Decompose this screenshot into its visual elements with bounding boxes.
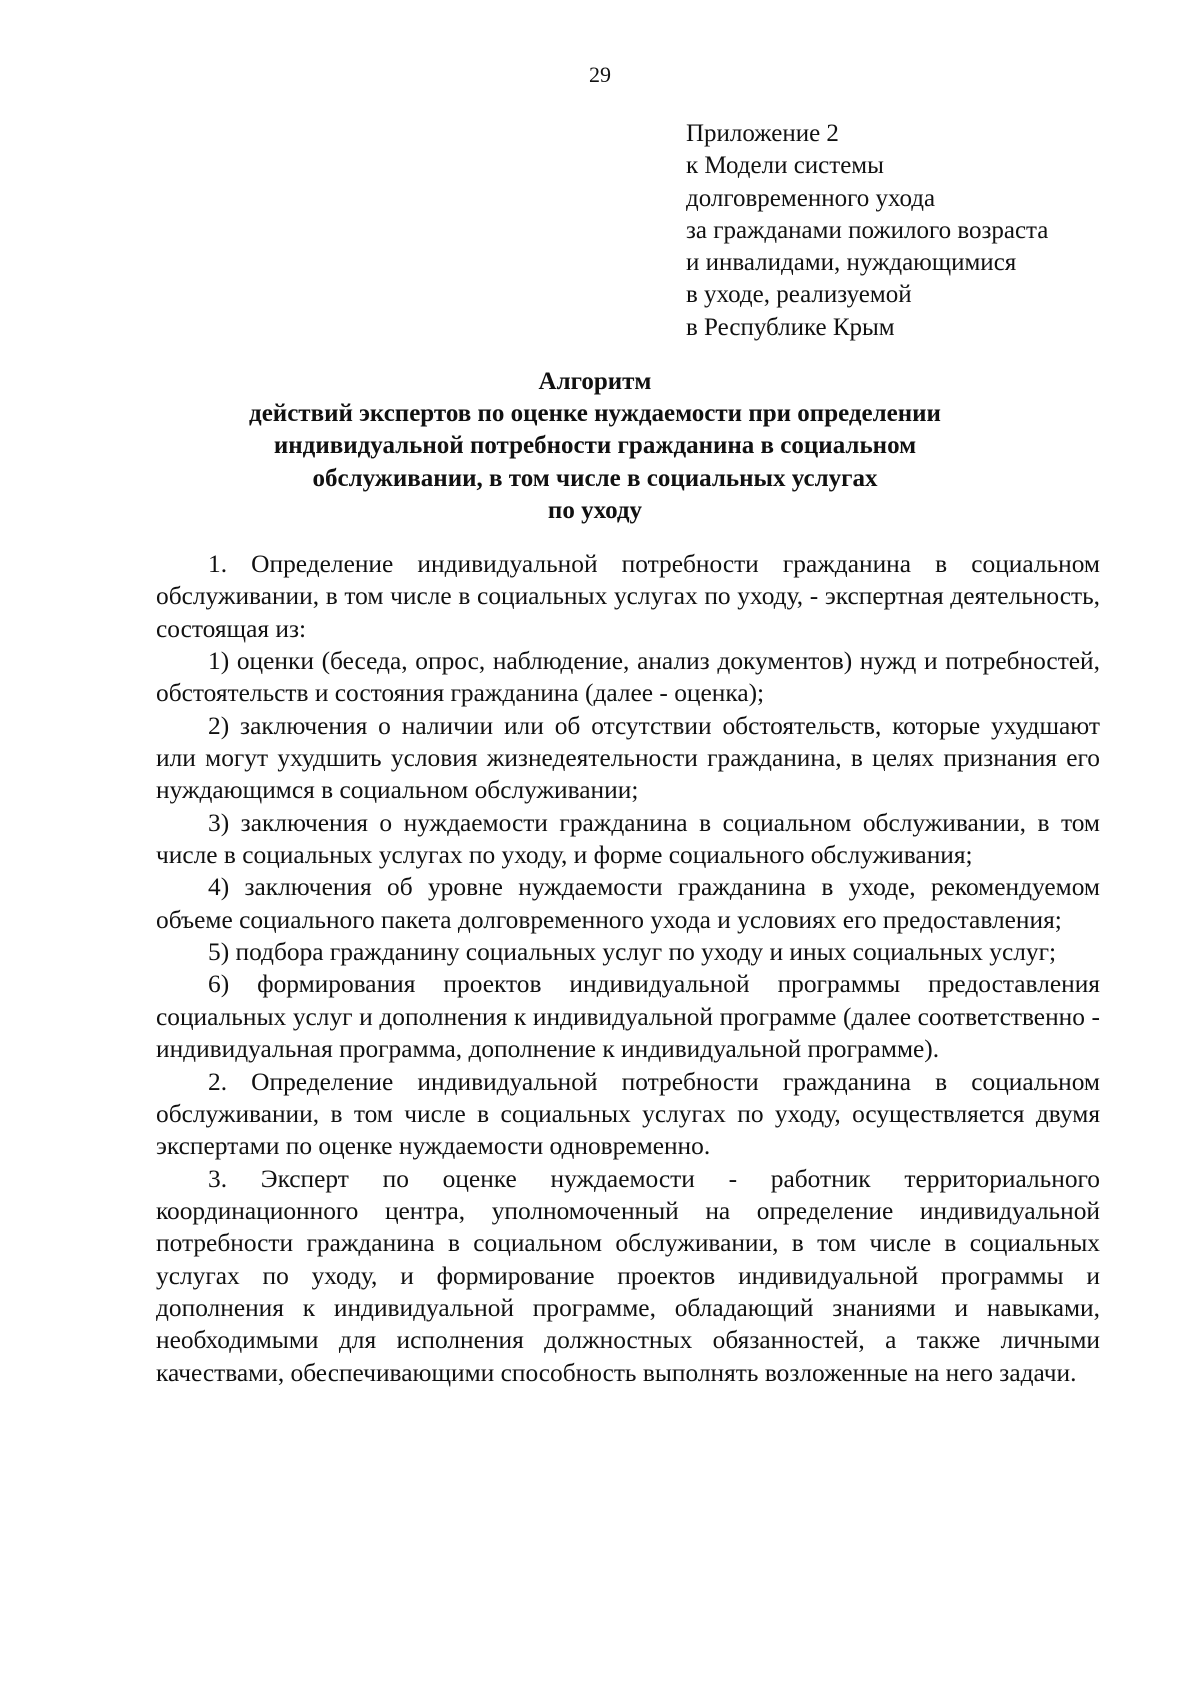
appendix-line: в Республике Крым (686, 313, 895, 341)
list-item-1: 1) оценки (беседа, опрос, наблюдение, анализ документов) нужд и потребностей, обстоятельств и состояния гражданина (далее - оценка); (156, 647, 1100, 708)
title-line: Алгоритм (538, 368, 652, 395)
appendix-line: и инвалидами, нуждающимися (686, 249, 1017, 277)
appendix-reference (686, 118, 1106, 344)
paragraph-1: 1. Определение индивидуальной потребности гражданина в социальном обслуживании, в том числе в социальных услугах по уходу, - экспертная деятельность, состоящая из: (156, 550, 1100, 643)
paragraph-3: 3. Эксперт по оценке нуждаемости - работник территориального координационного центра, уполномоченный на определение индивидуальной потребности гражданина в социальном обслуживании, в том числе в социальных услугах по уходу, и формирование проектов индивидуальной программы и дополнения к индивидуальной программе, обладающий знаниями и навыками, необходимыми для исполнения должностных обязанностей, а также личными качествами, обеспечивающими способность выполнять возложенные на него задачи. (156, 1164, 1100, 1387)
title-line: индивидуальной потребности гражданина в социальном (273, 432, 917, 460)
appendix-line: за гражданами пожилого возраста (686, 216, 1049, 244)
appendix-line: в уходе, реализуемой (686, 281, 912, 309)
title-line: по уходу (547, 496, 643, 524)
document-body (156, 548, 1100, 1389)
list-item-4: 4) заключения об уровне нуждаемости гражданина в уходе, рекомендуемом объеме социального пакета долговременного ухода и условиях его предоставления; (156, 873, 1100, 934)
appendix-line: к Модели системы (686, 152, 884, 180)
list-item-6: 6) формирования проектов индивидуальной программы предоставления социальных услуг и дополнения к индивидуальной программе (далее соответственно - индивидуальная программа, дополнение к индивидуальной программе). (156, 970, 1100, 1064)
title-line: действий экспертов по оценке нуждаемости при определении (249, 400, 941, 428)
list-item-3: 3) заключения о нуждаемости гражданина в социальном обслуживании, в том числе в социальных услугах по уходу, и форме социального обслуживания; (156, 808, 1100, 870)
list-item-5: 5) подбора гражданину социальных услуг по уходу и иных социальных услуг; (208, 938, 1057, 967)
appendix-line: Приложение 2 (686, 120, 839, 147)
list-item-2: 2) заключения о наличии или об отсутствии обстоятельств, которые ухудшают или могут ухудшить условия жизнедеятельности гражданина, в целях признания его нуждающимся в социальном обслуживании; (156, 711, 1100, 805)
appendix-line: долговременного ухода (686, 184, 936, 212)
page-number: 29 (589, 62, 611, 87)
title-line: обслуживании, в том числе в социальных услугах (312, 464, 878, 492)
document-title (120, 366, 1070, 527)
paragraph-2: 2. Определение индивидуальной потребности гражданина в социальном обслуживании, в том числе в социальных услугах по уходу, осуществляется двумя экспертами по оценке нуждаемости одновременно. (156, 1067, 1100, 1161)
